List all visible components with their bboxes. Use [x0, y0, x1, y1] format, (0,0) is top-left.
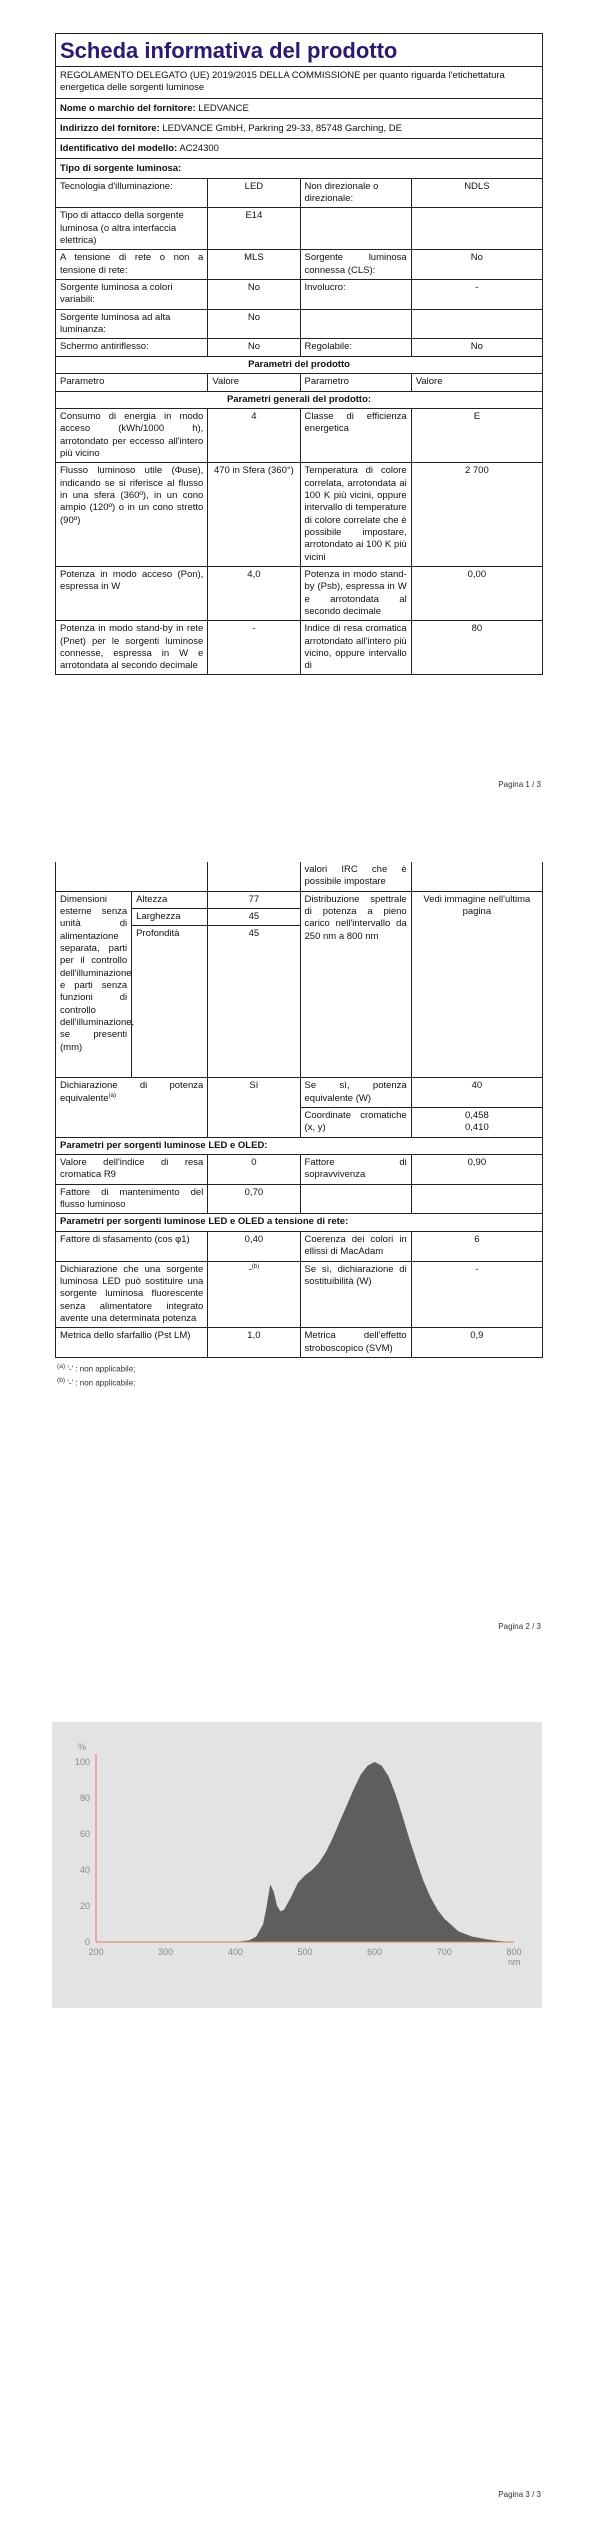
footnotes	[55, 1362, 543, 1389]
param-label	[300, 208, 411, 250]
mains-heading: Parametri per sorgenti luminose LED e OLED a tensione di rete:	[56, 1214, 543, 1231]
param-value: MLS	[208, 250, 300, 280]
param-value: E	[411, 408, 542, 462]
table-row	[56, 1261, 543, 1328]
dimension-name: Altezza	[132, 891, 208, 908]
param-value: 0,9	[411, 1328, 542, 1358]
section-heading-row	[56, 391, 543, 408]
y-tick-label: 40	[79, 1865, 90, 1875]
param-label: Temperatura di colore correlata, arrotondata ai 100 K più vicini, oppure intervallo di temperature di colore correlate che è possibile impostare, arrotondato ai 100 K più vicini	[300, 463, 411, 567]
table-row	[56, 178, 543, 208]
param-value: 80	[411, 621, 542, 675]
param-value: Sì	[208, 1078, 300, 1137]
param-label: Non direzionale o direzionale:	[300, 178, 411, 208]
value-text: -	[248, 1263, 252, 1275]
param-label: valori IRC che è possibile impostare	[300, 862, 411, 891]
param-value: 6	[411, 1231, 542, 1261]
table-row	[56, 280, 543, 310]
param-value	[208, 1261, 300, 1328]
product-sheet-frame	[55, 33, 543, 675]
general-heading: Parametri generali del prodotto:	[56, 391, 543, 408]
param-label: Indice di resa cromatica arrotondato all'intero più vicino, oppure intervallo di	[300, 621, 411, 675]
page-1	[0, 0, 595, 840]
param-label: Valore dell'indice di resa cromatica R9	[56, 1155, 208, 1185]
dimensions-label: Dimensioni esterne senza unità di alimentazione separata, parti per il controllo dell'illuminazione e parti senza funzioni di controllo dell'illuminazione, se presenti (mm)	[56, 891, 132, 1078]
dimension-name: Larghezza	[132, 909, 208, 926]
y-tick-label: 100	[74, 1757, 90, 1767]
product-table	[55, 178, 543, 675]
param-value	[411, 208, 542, 250]
table-row	[56, 1231, 543, 1261]
type-rows	[56, 178, 543, 675]
param-label: Se sì, potenza equivalente (W)	[300, 1078, 411, 1108]
param-label: Sorgente luminosa ad alta luminanza:	[56, 309, 208, 339]
footnote	[57, 1362, 543, 1376]
param-label: Dichiarazione che una sorgente luminosa LED può sostituire una sorgente luminosa fluorescente senza alimentatore integrato avente una determinata potenza	[56, 1261, 208, 1328]
table-row	[56, 309, 543, 339]
param-label: Classe di efficienza energetica	[300, 408, 411, 462]
param-value: -	[411, 1261, 542, 1328]
address-line	[56, 119, 542, 139]
param-label: Sorgente luminosa connessa (CLS):	[300, 250, 411, 280]
footnote-text: '-' : non applicabile;	[67, 1378, 136, 1388]
column-header: Valore	[411, 374, 542, 391]
source-type-heading: Tipo di sorgente luminosa:	[56, 159, 542, 179]
param-value: 0,40	[208, 1231, 300, 1261]
y-tick-label: 0	[84, 1937, 90, 1947]
supplier-line	[56, 99, 542, 119]
param-value: 1,0	[208, 1328, 300, 1358]
x-tick-label: 500	[297, 1947, 313, 1957]
footnote-mark: (b)	[57, 1376, 66, 1384]
x-axis-label: nm	[508, 1957, 521, 1967]
param-value: LED	[208, 178, 300, 208]
table-row	[56, 339, 543, 356]
page-3	[0, 1700, 595, 2526]
param-value: 0,00	[411, 566, 542, 620]
param-label: Tecnologia d'illuminazione:	[56, 178, 208, 208]
param-value: 0	[208, 1155, 300, 1185]
dimension-name: Profondità	[132, 926, 208, 1078]
x-tick-label: 600	[367, 1947, 383, 1957]
empty-cell	[56, 862, 208, 891]
param-value	[411, 1184, 542, 1214]
x-tick-label: 200	[88, 1947, 104, 1957]
dimension-value: 45	[208, 909, 300, 926]
param-value: 470 in Sfera (360°)	[208, 463, 300, 567]
section-heading-row	[56, 356, 543, 373]
supplier-value: LEDVANCE	[198, 102, 249, 114]
x-tick-label: 300	[158, 1947, 174, 1957]
equiv-label: Dichiarazione di potenza equivalente	[60, 1080, 204, 1104]
chroma-x: 0,458	[464, 1110, 489, 1122]
page-title: Scheda informativa del prodotto	[56, 34, 542, 67]
table-row	[56, 891, 543, 908]
table-row	[56, 250, 543, 280]
param-label: Metrica dello sfarfallio (Pst LM)	[56, 1328, 208, 1358]
spectral-chart-svg	[52, 1722, 542, 2008]
page-number: Pagina 2 / 3	[498, 1622, 541, 1631]
dimension-value: 77	[208, 891, 300, 908]
x-tick-label: 400	[227, 1947, 243, 1957]
table-row	[56, 463, 543, 567]
empty-cell	[208, 862, 300, 891]
y-tick-label: 80	[79, 1793, 90, 1803]
param-value: E14	[208, 208, 300, 250]
footnote-mark: (b)	[251, 1263, 260, 1270]
column-header: Valore	[208, 374, 300, 391]
address-value: LEDVANCE GmbH, Parkring 29-33, 85748 Garching, DE	[162, 122, 402, 134]
param-value	[411, 309, 542, 339]
param-value: 0,70	[208, 1184, 300, 1214]
param-value: -	[208, 621, 300, 675]
param-label: Coordinate cromatiche (x, y)	[300, 1108, 411, 1138]
param-label: Coerenza dei colori in ellissi di MacAdam	[300, 1231, 411, 1261]
x-tick-label: 700	[436, 1947, 452, 1957]
param-label: Potenza in modo stand-by in rete (Pnet) per le sorgenti luminose connesse, espressa in W e arrotondata al secondo decimale	[56, 621, 208, 675]
footnote-text: '-' : non applicabile;	[67, 1364, 136, 1374]
param-label: A tensione di rete o non a tensione di rete:	[56, 250, 208, 280]
table-row	[56, 208, 543, 250]
footnote-mark: (a)	[108, 1092, 116, 1099]
param-value: 4,0	[208, 566, 300, 620]
table-row	[56, 1328, 543, 1358]
supplier-label: Nome o marchio del fornitore:	[60, 102, 196, 114]
footnote-mark: (a)	[57, 1362, 66, 1370]
page-2	[0, 862, 595, 1662]
spectral-chart	[52, 1722, 542, 2008]
regulation-text: REGOLAMENTO DELEGATO (UE) 2019/2015 DELLA COMMISSIONE per quanto riguarda l'etichettatura energetica delle sorgenti luminose	[56, 67, 542, 99]
param-label: Tipo di attacco della sorgente luminosa (o altra interfaccia elettrica)	[56, 208, 208, 250]
x-tick-label: 800	[506, 1947, 522, 1957]
param-value: NDLS	[411, 178, 542, 208]
param-value: No	[208, 309, 300, 339]
param-value: No	[208, 339, 300, 356]
param-label: Fattore di mantenimento del flusso luminoso	[56, 1184, 208, 1214]
page-number: Pagina 1 / 3	[498, 780, 541, 789]
param-value: No	[208, 280, 300, 310]
address-label: Indirizzo del fornitore:	[60, 122, 160, 134]
param-label: Fattore di sfasamento (cos φ1)	[56, 1231, 208, 1261]
y-tick-label: 20	[79, 1901, 90, 1911]
param-value: 2 700	[411, 463, 542, 567]
table-row	[56, 566, 543, 620]
table-row	[56, 862, 543, 891]
page-number: Pagina 3 / 3	[498, 2490, 541, 2499]
param-label: Regolabile:	[300, 339, 411, 356]
table-row	[56, 1184, 543, 1214]
footnote	[57, 1376, 543, 1390]
param-label: Se sì, dichiarazione di sostituibilità (W)	[300, 1261, 411, 1328]
param-value: 40	[411, 1078, 542, 1108]
dimension-value: 45	[208, 926, 300, 1078]
param-value: No	[411, 250, 542, 280]
empty-cell	[411, 862, 542, 891]
led-heading: Parametri per sorgenti luminose LED e OLED:	[56, 1137, 543, 1154]
y-axis-label: %	[78, 1742, 87, 1752]
table-row	[56, 408, 543, 462]
param-label	[300, 309, 411, 339]
y-tick-label: 60	[79, 1829, 90, 1839]
model-label: Identificativo del modello:	[60, 142, 178, 154]
page-2-table-wrap	[55, 862, 543, 1389]
param-label: Consumo di energia in modo acceso (kWh/1000 h), arrotondato per eccesso all'intero più vicino	[56, 408, 208, 462]
column-header-row	[56, 374, 543, 391]
param-label: Involucro:	[300, 280, 411, 310]
table-row	[56, 1155, 543, 1185]
model-value: AC24300	[179, 142, 219, 154]
table-row	[56, 621, 543, 675]
table-row	[56, 1078, 543, 1108]
param-value: No	[411, 339, 542, 356]
spectrum-area	[235, 1762, 514, 1942]
param-label: Schermo antiriflesso:	[56, 339, 208, 356]
param-label: Sorgente luminosa a colori variabili:	[56, 280, 208, 310]
param-value: 4	[208, 408, 300, 462]
param-label: Metrica dell'effetto stroboscopico (SVM)	[300, 1328, 411, 1358]
param-label	[300, 1184, 411, 1214]
param-label: Potenza in modo acceso (Pon), espressa in W	[56, 566, 208, 620]
section-heading-row	[56, 1137, 543, 1154]
product-table-continued	[55, 862, 543, 1358]
model-line	[56, 139, 542, 159]
param-label	[56, 1078, 208, 1137]
column-header: Parametro	[300, 374, 411, 391]
param-value: Vedi immagine nell'ultima pagina	[411, 891, 542, 1078]
param-label: Fattore di sopravvivenza	[300, 1155, 411, 1185]
param-label: Flusso luminoso utile (Φuse), indicando se si riferisce al flusso in una sfera (360º), in un cono ampio (120º) o in un cono stretto (90º)	[56, 463, 208, 567]
params-heading: Parametri del prodotto	[56, 356, 543, 373]
param-label: Potenza in modo stand-by (Psb), espressa in W e arrotondata al secondo decimale	[300, 566, 411, 620]
param-value: 0,90	[411, 1155, 542, 1185]
chroma-y: 0,410	[464, 1122, 489, 1134]
section-heading-row	[56, 1214, 543, 1231]
param-value: -	[411, 280, 542, 310]
param-value	[411, 1108, 542, 1138]
column-header: Parametro	[56, 374, 208, 391]
param-label: Distribuzione spettrale di potenza a pieno carico nell'intervallo da 250 nm a 800 nm	[300, 891, 411, 1078]
